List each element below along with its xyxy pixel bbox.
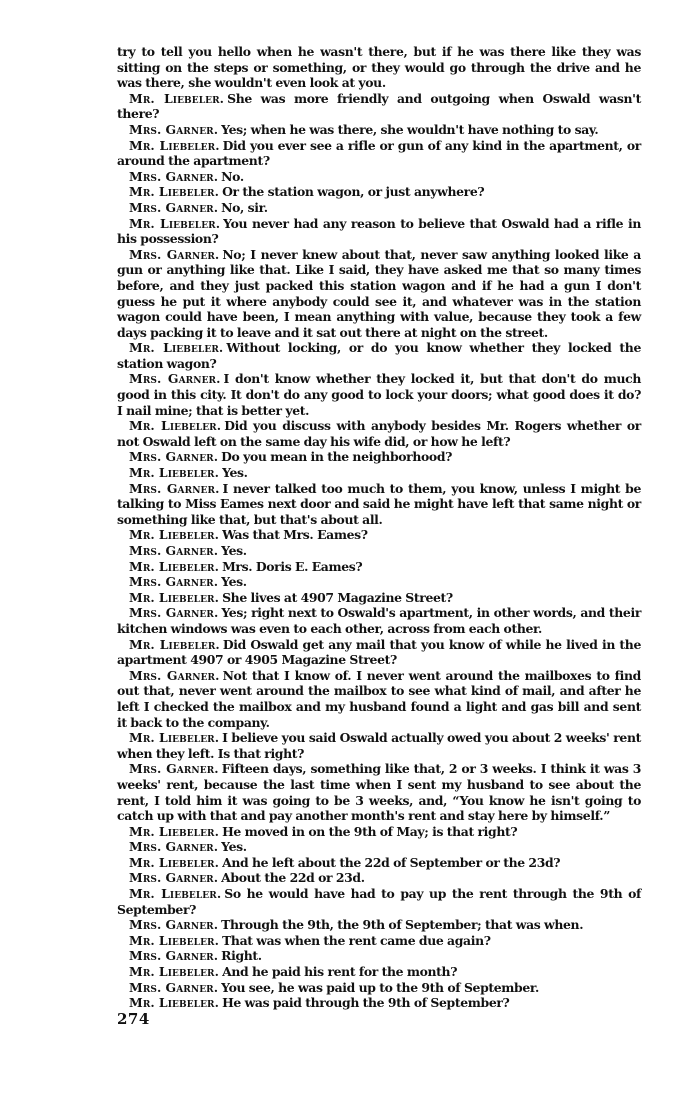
transcript-paragraph	[117, 138, 641, 169]
transcript-paragraph	[117, 995, 641, 1011]
speaker-label: Mrs. Garner.	[129, 246, 220, 262]
speech-text: Do you mean in the neighborhood?	[221, 449, 453, 465]
speaker-label: Mr. Liebeler.	[129, 184, 220, 200]
speech-text: You see, he was paid up to the 9th of September.	[221, 979, 539, 995]
speaker-label: Mr. Liebeler.	[129, 215, 221, 231]
speech-text: No, sir.	[221, 199, 268, 215]
speech-text: She was more friendly and outgoing when Oswald wasn't there?	[117, 90, 641, 122]
transcript-paragraph	[117, 449, 641, 465]
transcript-paragraph	[117, 933, 641, 949]
transcript-paragraph	[117, 543, 641, 559]
speaker-label: Mrs. Garner.	[129, 605, 219, 621]
speaker-label: Mrs. Garner.	[129, 480, 220, 496]
speaker-label: Mr. Liebeler.	[129, 90, 225, 106]
speech-text: That was when the rent came due again?	[222, 932, 491, 948]
transcript-paragraph	[117, 340, 641, 371]
transcript-paragraph	[117, 44, 641, 91]
speaker-label: Mr. Liebeler.	[129, 340, 224, 356]
transcript-paragraph	[117, 216, 641, 247]
transcript-paragraph	[117, 122, 641, 138]
speaker-label: Mrs. Garner.	[129, 979, 219, 995]
speaker-label: Mr. Liebeler.	[129, 636, 220, 652]
speech-text: Yes.	[222, 465, 248, 481]
transcript-paragraph	[117, 917, 641, 933]
speaker-label: Mrs. Garner.	[129, 839, 219, 855]
speaker-label: Mr. Liebeler.	[129, 823, 220, 839]
transcript-paragraph	[117, 590, 641, 606]
speech-text: Yes.	[221, 543, 247, 558]
transcript-paragraph	[117, 824, 641, 840]
transcript-paragraph	[117, 184, 641, 200]
speech-text: She lives at 4907 Magazine Street?	[222, 589, 453, 605]
transcript-paragraph	[117, 418, 641, 449]
transcript-paragraph	[117, 964, 641, 980]
speech-text: He was paid through the 9th of September?	[222, 995, 510, 1011]
transcript-paragraph	[117, 527, 641, 543]
transcript-paragraph	[117, 886, 641, 917]
testimony-page	[117, 44, 641, 1011]
speech-text: Yes.	[221, 839, 247, 855]
speech-text: Yes; when he was there, she wouldn't have nothing to say.	[221, 121, 599, 137]
speaker-label: Mrs. Garner.	[129, 948, 219, 964]
speaker-label: Mr. Liebeler.	[129, 995, 220, 1011]
speech-text: Not that I know of. I never went around the mailboxes to find out that, never went around the mailbox to see what kind of mail, and after he left I checked the mailbox and my husband found a light and gas bill and sent it back to the company.	[117, 667, 641, 730]
transcript-paragraph	[117, 761, 641, 823]
transcript-paragraph	[117, 870, 641, 886]
speech-text: Yes; right next to Oswald's apartment, in other words, and their kitchen windows was even to each other, across from each other.	[117, 605, 641, 636]
page-number: 274	[117, 1010, 150, 1028]
speaker-label: Mrs. Garner.	[129, 199, 219, 215]
transcript-paragraph	[117, 91, 641, 122]
speech-text: Or the station wagon, or just anywhere?	[222, 184, 485, 200]
speech-text: Fifteen days, something like that, 2 or 3 weeks. I think it was 3 weeks' rent, because the last time when I sent my husband to see about the rent, I told him it was going to be 3 weeks, and, “You know he isn't going to catch up with that and pay another month's rent and stay here by himself.”	[117, 761, 641, 824]
transcript-paragraph	[117, 574, 641, 590]
speech-text: Mrs. Doris E. Eames?	[222, 558, 363, 574]
speaker-label: Mr. Liebeler.	[129, 465, 220, 481]
speaker-label: Mrs. Garner.	[129, 168, 219, 184]
transcript-paragraph	[117, 668, 641, 730]
transcript-paragraph	[117, 855, 641, 871]
speech-text: So he would have had to pay up the rent through the 9th of September?	[117, 886, 641, 917]
speech-text: Was that Mrs. Eames?	[222, 527, 368, 543]
transcript-paragraph	[117, 839, 641, 855]
speaker-label: Mr. Liebeler.	[129, 589, 220, 605]
speech-text: Right.	[221, 948, 262, 964]
transcript-paragraph	[117, 247, 641, 341]
speech-text: No.	[221, 168, 244, 184]
speech-text: try to tell you hello when he wasn't there, but if he was there like they was sitting on the steps or something, or they would go through the drive and he was there, she wouldn't even look at you.	[117, 44, 641, 91]
transcript-paragraph	[117, 637, 641, 668]
speaker-label: Mrs. Garner.	[129, 761, 219, 777]
transcript-paragraph	[117, 465, 641, 481]
speaker-label: Mrs. Garner.	[129, 543, 219, 558]
transcript-paragraph	[117, 481, 641, 528]
speaker-label: Mrs. Garner.	[129, 574, 219, 590]
transcript-paragraph	[117, 730, 641, 761]
transcript-paragraph	[117, 371, 641, 418]
speech-text: About the 22d or 23d.	[221, 870, 365, 886]
speaker-label: Mr. Liebeler.	[129, 932, 220, 948]
speaker-label: Mrs. Garner.	[129, 121, 219, 137]
transcript-paragraph	[117, 948, 641, 964]
speaker-label: Mr. Liebeler.	[129, 418, 222, 434]
speech-text: And he left about the 22d of September or the 23d?	[222, 854, 561, 870]
speech-text: Did you discuss with anybody besides Mr. Rogers whether or not Oswald left on the same day his wife did, or how he left?	[117, 418, 641, 449]
speech-text: I don't know whether they locked it, but that don't do much good in this city. It don't do any good to lock your doors; what good does it do? I nail mine; that is better yet.	[117, 371, 641, 418]
transcript-paragraph	[117, 605, 641, 636]
speaker-label: Mrs. Garner.	[129, 870, 219, 886]
speech-text: Without locking, or do you know whether they locked the station wagon?	[117, 340, 641, 371]
speaker-label: Mrs. Garner.	[129, 667, 220, 683]
speaker-label: Mrs. Garner.	[129, 371, 221, 387]
speech-text: Did Oswald get any mail that you know of while he lived in the apartment 4907 or 4905 Magazine Street?	[117, 636, 641, 668]
speaker-label: Mr. Liebeler.	[129, 558, 220, 574]
speech-text: He moved in on the 9th of May; is that right?	[222, 823, 518, 839]
speech-text: I never talked too much to them, you know, unless I might be talking to Miss Eames next door and said he might have left that same night or something like that, but that's about all.	[117, 480, 641, 527]
speech-text: No; I never knew about that, never saw anything looked like a gun or anything like that. Like I said, they have asked me that so many times before, and they just packed this station wagon and if he had a gun I don't guess he put it where anybody could see it, and whatever was in the station wagon could have been, I mean anything with value, because they took a few days packing it to leave and it sat out there at night on the street.	[117, 246, 641, 340]
transcript-paragraph	[117, 200, 641, 216]
transcript-paragraph	[117, 980, 641, 996]
speech-text: Through the 9th, the 9th of September; that was when.	[221, 917, 584, 933]
speaker-label: Mr. Liebeler.	[129, 730, 220, 746]
speaker-label: Mr. Liebeler.	[129, 964, 220, 980]
speaker-label: Mr. Liebeler.	[129, 137, 220, 153]
speech-text: Did you ever see a rifle or gun of any kind in the apartment, or around the apartment?	[117, 137, 641, 169]
transcript-paragraph	[117, 169, 641, 185]
speech-text: And he paid his rent for the month?	[222, 964, 458, 980]
speech-text: I believe you said Oswald actually owed you about 2 weeks' rent when they left. Is that right?	[117, 730, 641, 761]
speaker-label: Mr. Liebeler.	[129, 886, 222, 902]
transcript-paragraph	[117, 559, 641, 575]
speaker-label: Mr. Liebeler.	[129, 854, 220, 870]
speaker-label: Mr. Liebeler.	[129, 527, 220, 543]
transcript-body	[117, 44, 641, 1011]
speech-text: Yes.	[221, 574, 247, 590]
speech-text: You never had any reason to believe that Oswald had a rifle in his possession?	[117, 215, 641, 247]
speaker-label: Mrs. Garner.	[129, 449, 219, 465]
speaker-label: Mrs. Garner.	[129, 917, 219, 933]
